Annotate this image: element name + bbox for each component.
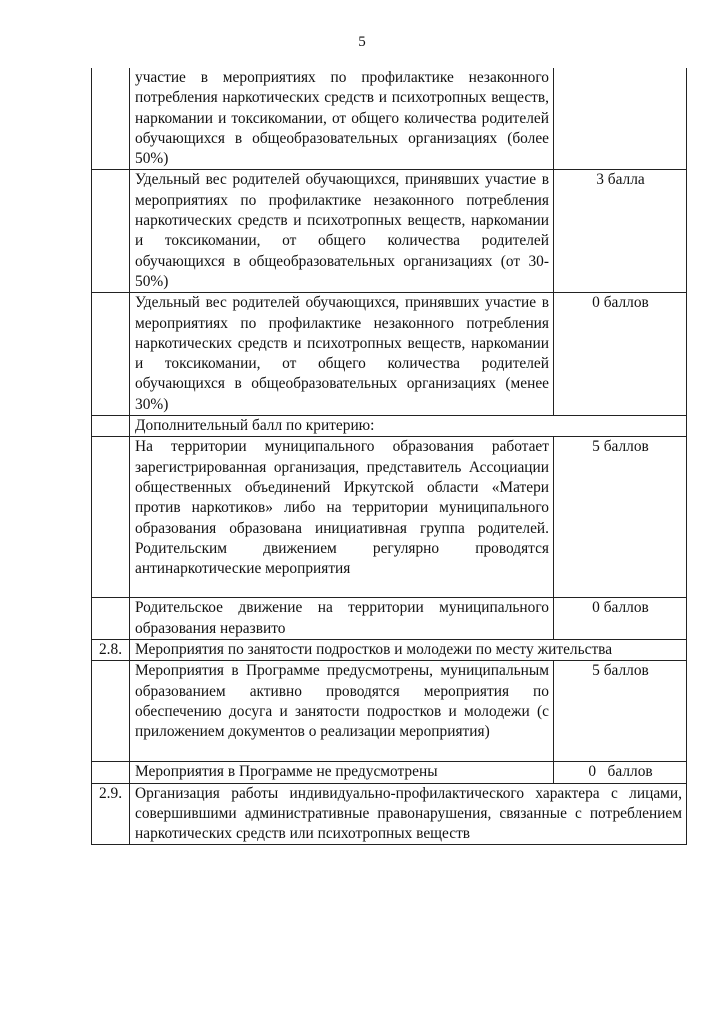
row-number-cell bbox=[92, 762, 130, 783]
section-number: 2.8. bbox=[92, 639, 130, 660]
criterion-text: Удельный вес родителей обучающихся, принявших участие в мероприятиях по профилактике незаконного потребления наркотических средств и психотропных веществ, наркомании и токсикомании, от общего количества родителей обучающихся в общеобразовательных организациях (от 30-50%) bbox=[130, 170, 554, 293]
score-cell: 0 баллов bbox=[554, 762, 687, 783]
row-number-cell bbox=[92, 170, 130, 293]
row-number-cell bbox=[92, 598, 130, 640]
table-row bbox=[92, 170, 687, 293]
table-row bbox=[92, 639, 687, 660]
score-cell: 0 баллов bbox=[554, 293, 687, 416]
row-number-cell bbox=[92, 416, 130, 437]
row-number-cell bbox=[92, 293, 130, 416]
table-row bbox=[92, 598, 687, 640]
table-row bbox=[92, 416, 687, 437]
criterion-text: Мероприятия в Программе не предусмотрены bbox=[130, 762, 554, 783]
section-heading: Мероприятия по занятости подростков и молодежи по месту жительства bbox=[130, 639, 687, 660]
criterion-text: Мероприятия в Программе предусмотрены, муниципальным образованием активно проводятся мероприятия по обеспечению досуга и занятости подростков и молодежи (с приложением документов о реализации мероприятия) bbox=[130, 661, 554, 762]
row-number-cell bbox=[92, 68, 130, 170]
table-row bbox=[92, 293, 687, 416]
section-heading: Организация работы индивидуально-профилактического характера с лицами, совершившими административные правонарушения, связанные с потреблением наркотических средств или психотропных веществ bbox=[130, 783, 687, 845]
score-cell: 0 баллов bbox=[554, 598, 687, 640]
score-cell: 3 балла bbox=[554, 170, 687, 293]
criterion-text: Удельный вес родителей обучающихся, принявших участие в мероприятиях по профилактике незаконного потребления наркотических средств и психотропных веществ, наркомании и токсикомании, от общего количества родителей обучающихся в общеобразовательных организациях (менее 30%) bbox=[130, 293, 554, 416]
criterion-text: Родительское движение на территории муниципального образования неразвито bbox=[130, 598, 554, 640]
row-number-cell bbox=[92, 661, 130, 762]
criteria-table bbox=[91, 68, 687, 845]
page-number: 5 bbox=[358, 34, 366, 50]
criterion-text: На территории муниципального образования работает зарегистрированная организация, представитель Ассоциации общественных объединений Иркутской области «Матери против наркотиков» либо на территории муниципального образования образована инициативная группа родителей. Родительским движением регулярно проводятся антинаркотические мероприятия bbox=[130, 437, 554, 598]
score-cell: 5 баллов bbox=[554, 661, 687, 762]
score-cell bbox=[554, 68, 687, 170]
table-row bbox=[92, 437, 687, 598]
section-number: 2.9. bbox=[92, 783, 130, 845]
table-row bbox=[92, 762, 687, 783]
table-row bbox=[92, 68, 687, 170]
row-number-cell bbox=[92, 437, 130, 598]
table-row bbox=[92, 783, 687, 845]
score-cell: 5 баллов bbox=[554, 437, 687, 598]
table-row bbox=[92, 661, 687, 762]
criterion-text: участие в мероприятиях по профилактике незаконного потребления наркотических средств и психотропных веществ, наркомании и токсикомании, от общего количества родителей обучающихся в общеобразовательных организациях (более 50%) bbox=[130, 68, 554, 170]
additional-point-label: Дополнительный балл по критерию: bbox=[130, 416, 687, 437]
